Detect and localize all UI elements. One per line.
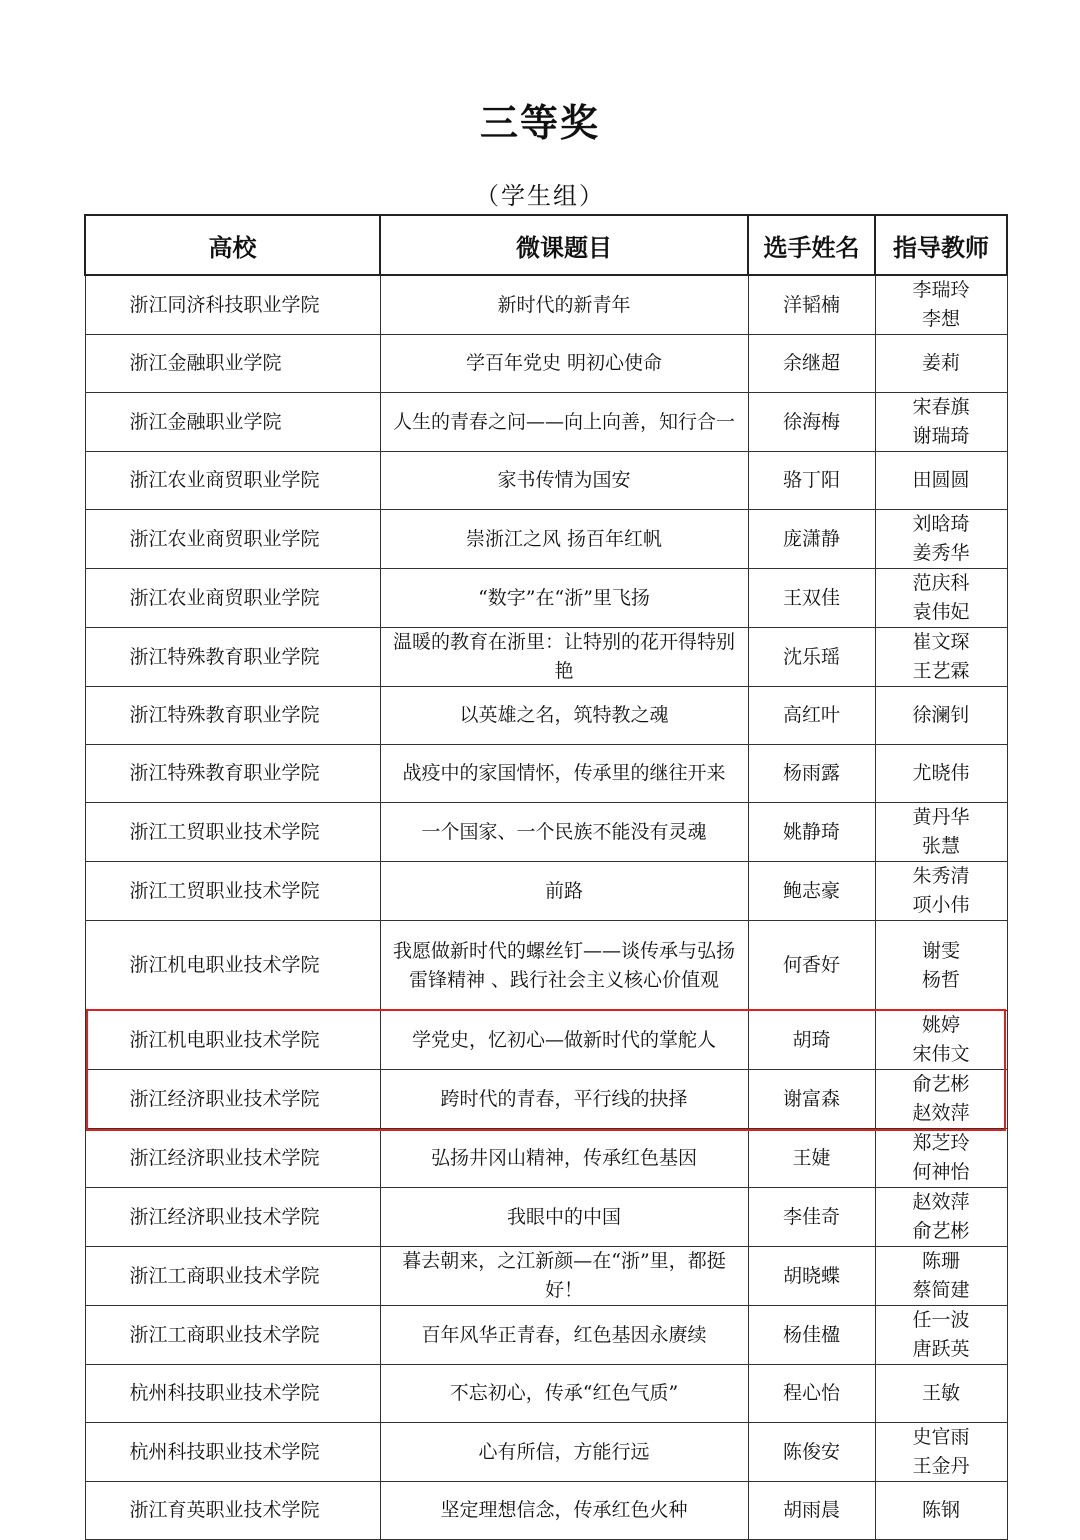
cell-student: 李佳奇 (748, 1188, 875, 1247)
teacher-name: 李瑞玲 (912, 279, 970, 301)
teacher-name: 陈钢 (921, 1499, 960, 1521)
teacher-name: 李想 (921, 308, 960, 330)
cell-topic: 家书传情为国安 (380, 452, 748, 510)
cell-student: 陈俊安 (748, 1423, 875, 1482)
cell-teacher (875, 1247, 1007, 1306)
cell-teacher (875, 745, 1007, 803)
teacher-name: 王金丹 (912, 1455, 970, 1477)
cell-teacher (875, 862, 1007, 921)
cell-topic: 人生的青春之问——向上向善，知行合一 (380, 393, 748, 452)
page-title: 三等奖 (479, 101, 600, 145)
cell-student: 胡雨晨 (748, 1482, 875, 1540)
cell-topic: 学党史，忆初心—做新时代的掌舵人 (380, 1011, 748, 1070)
cell-school: 浙江农业商贸职业学院 (85, 569, 380, 628)
table-row (85, 1011, 1007, 1070)
teacher-name: 黄丹华 (912, 806, 970, 828)
teacher-name: 俞艺彬 (912, 1220, 970, 1242)
teacher-name: 田圆圆 (912, 469, 970, 491)
table-row (85, 745, 1007, 803)
teacher-name: 项小伟 (912, 894, 970, 916)
teacher-name: 张慧 (921, 835, 960, 857)
cell-school: 浙江机电职业技术学院 (85, 1011, 380, 1070)
cell-student: 骆丁阳 (748, 452, 875, 510)
cell-teacher (875, 1011, 1007, 1070)
teacher-name: 王敏 (921, 1382, 960, 1404)
cell-teacher (875, 803, 1007, 862)
teacher-name: 宋伟文 (912, 1043, 970, 1065)
cell-topic: 我愿做新时代的螺丝钉——谈传承与弘扬雷锋精神 、践行社会主义核心价值观 (380, 921, 748, 1011)
cell-student: 沈乐瑶 (748, 628, 875, 687)
table-row (85, 1423, 1007, 1482)
cell-school: 浙江金融职业学院 (85, 393, 380, 452)
cell-topic: 战疫中的家国情怀，传承里的继往开来 (380, 745, 748, 803)
cell-topic: 百年风华正青春，红色基因永赓续 (380, 1306, 748, 1365)
cell-student: 胡晓蝶 (748, 1247, 875, 1306)
cell-school: 浙江同济科技职业学院 (85, 275, 380, 335)
table-row (85, 452, 1007, 510)
awards-table (84, 214, 1008, 1540)
cell-student: 何香好 (748, 921, 875, 1011)
page-subtitle: （学生组） (475, 182, 605, 210)
table-row (85, 569, 1007, 628)
teacher-name: 姚婷 (921, 1014, 960, 1036)
cell-topic: 跨时代的青春，平行线的抉择 (380, 1070, 748, 1129)
table-row (85, 393, 1007, 452)
teacher-name: 尤晓伟 (912, 762, 970, 784)
teacher-name: 范庆科 (912, 572, 970, 594)
cell-student: 庞潇静 (748, 510, 875, 569)
cell-school: 浙江经济职业技术学院 (85, 1188, 380, 1247)
table-row (85, 1247, 1007, 1306)
cell-topic: 弘扬井冈山精神，传承红色基因 (380, 1129, 748, 1188)
cell-school: 浙江金融职业学院 (85, 335, 380, 393)
table-row (85, 1129, 1007, 1188)
cell-teacher (875, 921, 1007, 1011)
cell-student: 杨雨露 (748, 745, 875, 803)
cell-teacher (875, 1365, 1007, 1423)
cell-school: 浙江农业商贸职业学院 (85, 510, 380, 569)
cell-topic: 心有所信，方能行远 (380, 1423, 748, 1482)
cell-topic: 新时代的新青年 (380, 275, 748, 335)
cell-school: 杭州科技职业技术学院 (85, 1365, 380, 1423)
cell-teacher (875, 1188, 1007, 1247)
cell-teacher (875, 275, 1007, 335)
teacher-name: 赵效萍 (912, 1102, 970, 1124)
cell-topic: 崇浙江之风 扬百年红帆 (380, 510, 748, 569)
teacher-name: 崔文琛 (912, 631, 970, 653)
cell-topic: 我眼中的中国 (380, 1188, 748, 1247)
table-row (85, 1365, 1007, 1423)
cell-school: 浙江特殊教育职业学院 (85, 745, 380, 803)
teacher-name: 徐澜钊 (912, 704, 970, 726)
cell-student: 胡琦 (748, 1011, 875, 1070)
cell-teacher (875, 687, 1007, 745)
teacher-name: 陈珊 (921, 1250, 960, 1272)
cell-school: 浙江工商职业技术学院 (85, 1306, 380, 1365)
cell-school: 浙江经济职业技术学院 (85, 1070, 380, 1129)
cell-student: 王婕 (748, 1129, 875, 1188)
cell-school: 杭州科技职业技术学院 (85, 1423, 380, 1482)
header-student: 选手姓名 (748, 215, 875, 275)
teacher-name: 谢瑞琦 (912, 425, 970, 447)
cell-teacher (875, 452, 1007, 510)
teacher-name: 赵效萍 (912, 1191, 970, 1213)
table-row (85, 1482, 1007, 1540)
cell-student: 鲍志豪 (748, 862, 875, 921)
table-row (85, 803, 1007, 862)
header-school: 高校 (85, 215, 380, 275)
cell-student: 谢富森 (748, 1070, 875, 1129)
cell-teacher (875, 1129, 1007, 1188)
cell-teacher (875, 1070, 1007, 1129)
teacher-name: 朱秀清 (912, 865, 970, 887)
cell-school: 浙江经济职业技术学院 (85, 1129, 380, 1188)
teacher-name: 俞艺彬 (912, 1073, 970, 1095)
header-topic: 微课题目 (380, 215, 748, 275)
table-row (85, 1306, 1007, 1365)
cell-topic: 学百年党史 明初心使命 (380, 335, 748, 393)
cell-student: 程心怡 (748, 1365, 875, 1423)
teacher-name: 宋春旗 (912, 396, 970, 418)
header-teacher: 指导教师 (875, 215, 1007, 275)
cell-topic: 以英雄之名，筑特教之魂 (380, 687, 748, 745)
teacher-name: 郑芝玲 (912, 1132, 970, 1154)
cell-teacher (875, 1306, 1007, 1365)
table-row (85, 1070, 1007, 1129)
cell-topic: “数字”在“浙”里飞扬 (380, 569, 748, 628)
teacher-name: 史官雨 (912, 1426, 970, 1448)
teacher-name: 姜莉 (921, 352, 960, 374)
teacher-name: 刘晗琦 (912, 513, 970, 535)
cell-school: 浙江农业商贸职业学院 (85, 452, 380, 510)
cell-school: 浙江工贸职业技术学院 (85, 862, 380, 921)
cell-teacher (875, 628, 1007, 687)
teacher-name: 蔡简建 (912, 1279, 970, 1301)
cell-teacher (875, 510, 1007, 569)
teacher-name: 姜秀华 (912, 542, 970, 564)
cell-topic: 前路 (380, 862, 748, 921)
table-row (85, 687, 1007, 745)
cell-school: 浙江工贸职业技术学院 (85, 803, 380, 862)
cell-student: 杨佳楹 (748, 1306, 875, 1365)
cell-school: 浙江工商职业技术学院 (85, 1247, 380, 1306)
table-row (85, 335, 1007, 393)
cell-student: 洋韬楠 (748, 275, 875, 335)
cell-student: 姚静琦 (748, 803, 875, 862)
cell-teacher (875, 1482, 1007, 1540)
cell-student: 高红叶 (748, 687, 875, 745)
table-row (85, 862, 1007, 921)
teacher-name: 何神怡 (912, 1161, 970, 1183)
cell-topic: 不忘初心，传承“红色气质” (380, 1365, 748, 1423)
cell-teacher (875, 335, 1007, 393)
teacher-name: 王艺霖 (912, 660, 970, 682)
cell-student: 王双佳 (748, 569, 875, 628)
cell-topic: 坚定理想信念，传承红色火种 (380, 1482, 748, 1540)
cell-school: 浙江机电职业技术学院 (85, 921, 380, 1011)
teacher-name: 谢雯 (921, 939, 960, 962)
cell-school: 浙江特殊教育职业学院 (85, 628, 380, 687)
table-row (85, 1188, 1007, 1247)
cell-topic: 一个国家、一个民族不能没有灵魂 (380, 803, 748, 862)
table-row (85, 275, 1007, 335)
cell-topic: 暮去朝来，之江新颜—在“浙”里，都挺好！ (380, 1247, 748, 1306)
table-header-row (85, 215, 1007, 275)
teacher-name: 任一波 (912, 1309, 970, 1331)
cell-teacher (875, 569, 1007, 628)
table-row (85, 628, 1007, 687)
cell-school: 浙江育英职业技术学院 (85, 1482, 380, 1540)
cell-student: 余继超 (748, 335, 875, 393)
cell-student: 徐海梅 (748, 393, 875, 452)
teacher-name: 袁伟妃 (912, 601, 970, 623)
teacher-name: 杨哲 (921, 968, 960, 991)
cell-teacher (875, 393, 1007, 452)
teacher-name: 唐跃英 (912, 1338, 970, 1360)
cell-topic: 温暖的教育在浙里：让特别的花开得特别艳 (380, 628, 748, 687)
cell-teacher (875, 1423, 1007, 1482)
table-row (85, 921, 1007, 1011)
table-row (85, 510, 1007, 569)
cell-school: 浙江特殊教育职业学院 (85, 687, 380, 745)
